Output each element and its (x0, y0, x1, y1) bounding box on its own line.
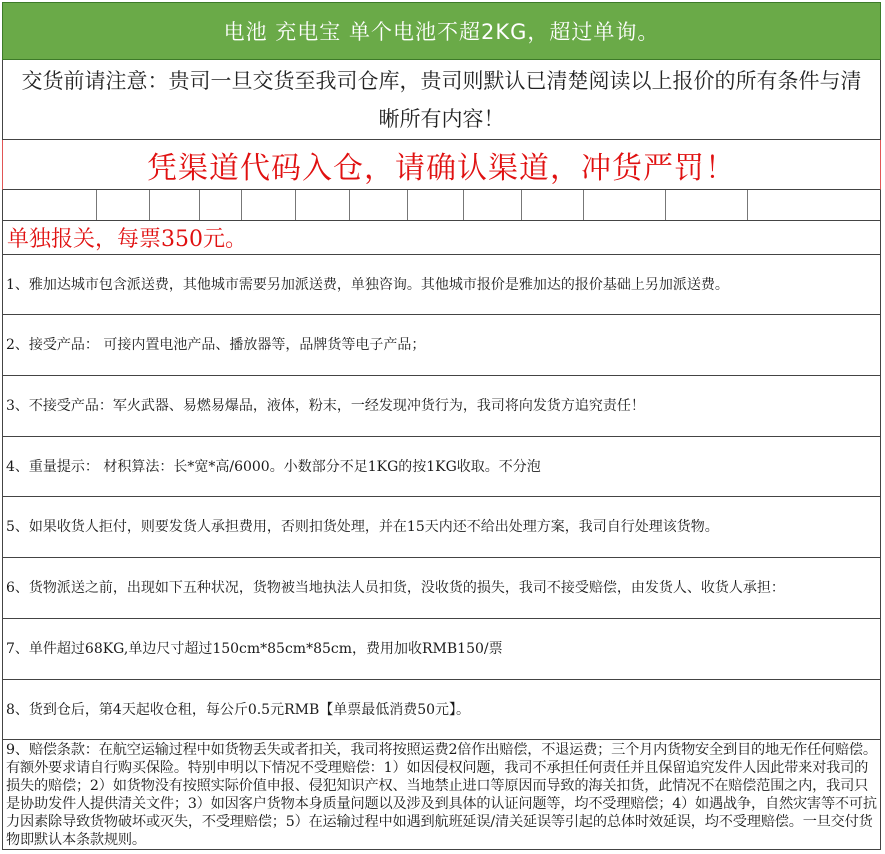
grid-divider (241, 190, 242, 220)
term-item-text: 7、单件超过68KG,单边尺寸超过150cm*85cm*85cm，费用加收RMB150/票 (6, 641, 503, 657)
channel-warning (2, 140, 881, 190)
battery-header-text: 电池 充电宝 单个电池不超2KG，超过单询。 (223, 20, 660, 44)
term-item-text: 4、重量提示： 材积算法：长*宽*高/6000。小数部分不足1KG的按1KG收取。不分泡 (6, 458, 541, 475)
grid-divider (665, 190, 666, 220)
term-item-text: 6、货物派送之前，出现如下五种状况，货物被当地执法人员扣货，没收货的损失，我司不接受赔偿，由发货人、收货人承担： (6, 580, 785, 596)
customs-fee-row (2, 221, 881, 255)
customs-fee-text: 单独报关，每票350元。 (7, 227, 247, 252)
term-item-text: 3、不接受产品：军火武器、易燃易爆品，液体，粉末，一经发现冲货行为，我司将向发货方追究责任！ (6, 398, 645, 414)
term-item (2, 376, 881, 437)
grid-divider (407, 190, 408, 220)
channel-warning-text: 凭渠道代码入仓，请确认渠道，冲货严罚！ (147, 150, 736, 186)
grid-divider (463, 190, 464, 220)
battery-header (2, 2, 881, 60)
grid-divider (295, 190, 296, 220)
empty-grid-row (2, 190, 881, 221)
grid-divider (583, 190, 584, 220)
compensation-clause-text: 9、赔偿条款：在航空运输过程中如货物丢失或者扣关，我司将按照运费2倍作出赔偿，不退运费；三个月内货物安全到目的地无作任何赔偿。有额外要求请自行购买保险。特别申明以下情况不受理赔偿：1）如因侵权问题，我司不承担任何责任并且保留追究发件人因此带来对我司的损失的赔偿；2）如货物没有按照实际价值申报、侵犯知识产权、当地禁止进口等原因而导致的海关扣货，此情况不在赔偿范围之内，我司只是协助发件人提供清关文件；3）如因客户货物本身质量问题以及涉及到具体的认证问题等，均不受理赔偿；4）如遇战争，自然灾害等不可抗力因素除导致货物破坏或灭失，不受理赔偿；5）在运输过程中如遇到航班延误/清关延误等引起的总体时效延误，均不受理赔偿。一旦交付货物即默认本条款规则。 (6, 742, 877, 848)
term-item (2, 558, 881, 619)
term-item (2, 497, 881, 558)
term-item (2, 437, 881, 497)
grid-divider (96, 190, 97, 220)
grid-divider (349, 190, 350, 220)
term-item (2, 680, 881, 740)
grid-divider (149, 190, 150, 220)
term-item-text: 2、接受产品： 可接内置电池产品、播放器等，品牌货等电子产品； (6, 337, 426, 353)
delivery-notice (2, 60, 881, 140)
grid-divider (199, 190, 200, 220)
term-item (2, 315, 881, 376)
term-item-text: 5、如果收货人拒付，则要发货人承担费用，否则扣货处理，并在15天内还不给出处理方案，我司自行处理该货物。 (6, 519, 719, 535)
compensation-clause (2, 740, 881, 850)
term-item (2, 255, 881, 315)
term-item-text: 1、雅加达城市包含派送费，其他城市需要另加派送费，单独咨询。其他城市报价是雅加达的报价基础上另加派送费。 (6, 276, 729, 293)
delivery-notice-text: 交货前请注意：贵司一旦交货至我司仓库，贵司则默认已清楚阅读以上报价的所有条件与清晰所有内容！ (21, 68, 862, 131)
grid-divider (747, 190, 748, 220)
grid-divider (521, 190, 522, 220)
term-item-text: 8、货到仓后，第4天起收仓租，每公斤0.5元RMB【单票最低消费50元】。 (6, 701, 471, 718)
term-item (2, 619, 881, 680)
